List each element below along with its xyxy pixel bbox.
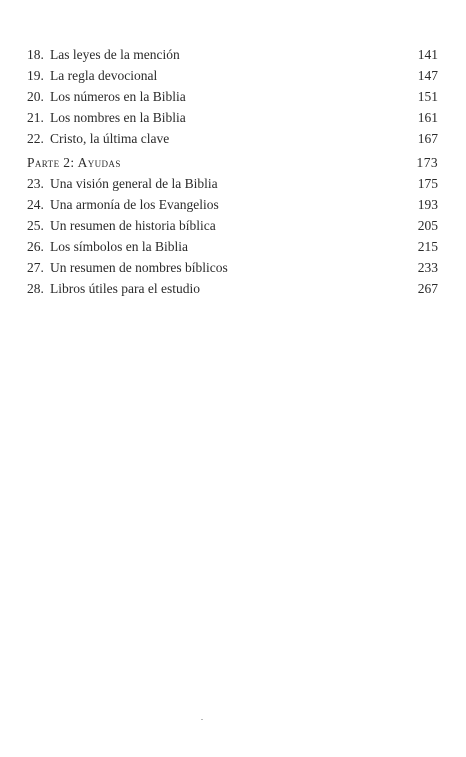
entry-number: 24. — [27, 197, 44, 212]
footer-mark — [201, 719, 203, 720]
entry-title: Un resumen de nombres bíblicos — [50, 260, 228, 275]
part-heading — [27, 152, 438, 173]
entry-page: 141 — [417, 47, 438, 62]
entry-number: 19. — [27, 68, 44, 83]
entry-title: Los símbolos en la Biblia — [50, 239, 188, 254]
entry-number: 28. — [27, 281, 44, 296]
entry-number: 23. — [27, 176, 44, 191]
entry-page: 151 — [417, 89, 438, 104]
entry-number: 20. — [27, 89, 44, 104]
entry-page: 167 — [417, 131, 438, 146]
entry-number: 21. — [27, 110, 44, 125]
toc-entry — [27, 236, 438, 257]
toc-entry — [27, 257, 438, 278]
entry-page: 215 — [417, 239, 438, 254]
toc-entry — [27, 128, 438, 149]
entry-title: Libros útiles para el estudio — [50, 281, 200, 296]
toc-entry — [27, 44, 438, 65]
entry-title: Los nombres en la Biblia — [50, 110, 186, 125]
entry-title: Una armonía de los Evangelios — [50, 197, 219, 212]
toc-entry — [27, 65, 438, 86]
entry-title: Un resumen de historia bíblica — [50, 218, 216, 233]
entry-title: Cristo, la última clave — [50, 131, 170, 146]
toc-entry — [27, 215, 438, 236]
entry-number: 27. — [27, 260, 44, 275]
entry-title: Una visión general de la Biblia — [50, 176, 218, 191]
entry-page: 233 — [417, 260, 438, 275]
toc-entry — [27, 278, 438, 299]
entry-number: 26. — [27, 239, 44, 254]
entry-page: 267 — [417, 281, 438, 296]
entry-page: 193 — [417, 197, 438, 212]
toc-entry — [27, 173, 438, 194]
table-of-contents — [27, 44, 438, 299]
entry-title: Los números en la Biblia — [50, 89, 186, 104]
entry-title: La regla devocional — [50, 68, 158, 83]
entry-number: 22. — [27, 131, 44, 146]
entry-page: 161 — [417, 110, 438, 125]
entry-page: 175 — [417, 176, 438, 191]
toc-entry — [27, 194, 438, 215]
toc-entry — [27, 107, 438, 128]
entry-number: 25. — [27, 218, 44, 233]
entry-page: 205 — [417, 218, 438, 233]
entry-page: 147 — [417, 68, 438, 83]
entry-number: 18. — [27, 47, 44, 62]
toc-entry — [27, 86, 438, 107]
part-page: 173 — [416, 155, 438, 170]
part-title: Parte 2: Ayudas — [27, 155, 121, 170]
entry-title: Las leyes de la mención — [50, 47, 180, 62]
